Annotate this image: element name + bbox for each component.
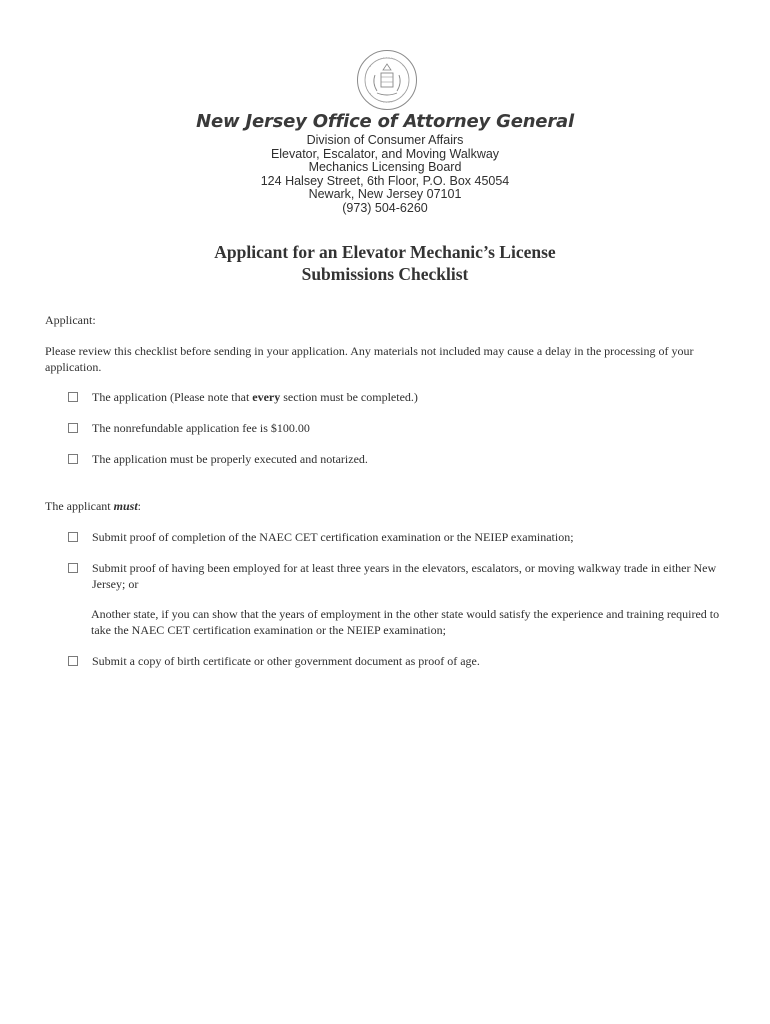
board-line-2: Mechanics Licensing Board — [308, 160, 462, 175]
checkbox[interactable] — [68, 454, 78, 464]
another-state-paragraph: Another state, if you can show that the years of employment in the other state would satisfy the experience and training required to take the NAEC CET certification examination or the NEIEP examination; — [91, 607, 720, 637]
checkbox[interactable] — [68, 392, 78, 402]
checklist-item[interactable] — [68, 530, 733, 546]
checkbox[interactable] — [68, 656, 78, 666]
division-line: Division of Consumer Affairs — [306, 133, 464, 147]
title-line-1: Applicant for an Elevator Mechanic’s License — [214, 242, 556, 262]
checklist-item-text: Submit proof of completion of the NAEC CET certification examination or the NEIEP examination; — [92, 530, 574, 544]
applicant-label: Applicant: — [45, 313, 96, 327]
must-intro: The applicant must: — [45, 499, 141, 513]
title-line-2: Submissions Checklist — [301, 264, 469, 284]
checkbox[interactable] — [68, 563, 78, 573]
checklist-item[interactable] — [68, 390, 733, 406]
agency-name: New Jersey Office of Attorney General — [196, 111, 574, 132]
phone-number: (973) 504-6260 — [342, 200, 428, 215]
state-seal-icon — [356, 49, 418, 111]
street-address: 124 Halsey Street, 6th Floor, P.O. Box 45054 — [260, 173, 510, 188]
checklist-item[interactable] — [68, 421, 733, 437]
checkbox[interactable] — [68, 532, 78, 542]
checklist-item[interactable] — [68, 561, 733, 592]
checklist-item-text: The application (Please note that every section must be completed.) — [92, 390, 418, 404]
document-title — [0, 241, 770, 285]
checklist-item-text: Submit a copy of birth certificate or other government document as proof of age. — [92, 654, 480, 668]
board-line-1: Elevator, Escalator, and Moving Walkway — [270, 146, 500, 161]
intro-paragraph: Please review this checklist before sending in your application. Any materials not included may cause a delay in the processing of your application. — [45, 344, 694, 374]
checklist-item-text: The nonrefundable application fee is $100.00 — [92, 421, 310, 435]
checklist-item[interactable] — [68, 452, 733, 468]
agency-address-block — [0, 134, 770, 216]
city-address: Newark, New Jersey 07101 — [308, 187, 462, 202]
checklist-item[interactable] — [68, 654, 733, 670]
checkbox[interactable] — [68, 423, 78, 433]
checklist-item-text: The application must be properly executed and notarized. — [92, 452, 368, 466]
checklist-item-text: Submit proof of having been employed for at least three years in the elevators, escalators, or moving walkway trade in either New Jersey; or — [92, 561, 717, 591]
